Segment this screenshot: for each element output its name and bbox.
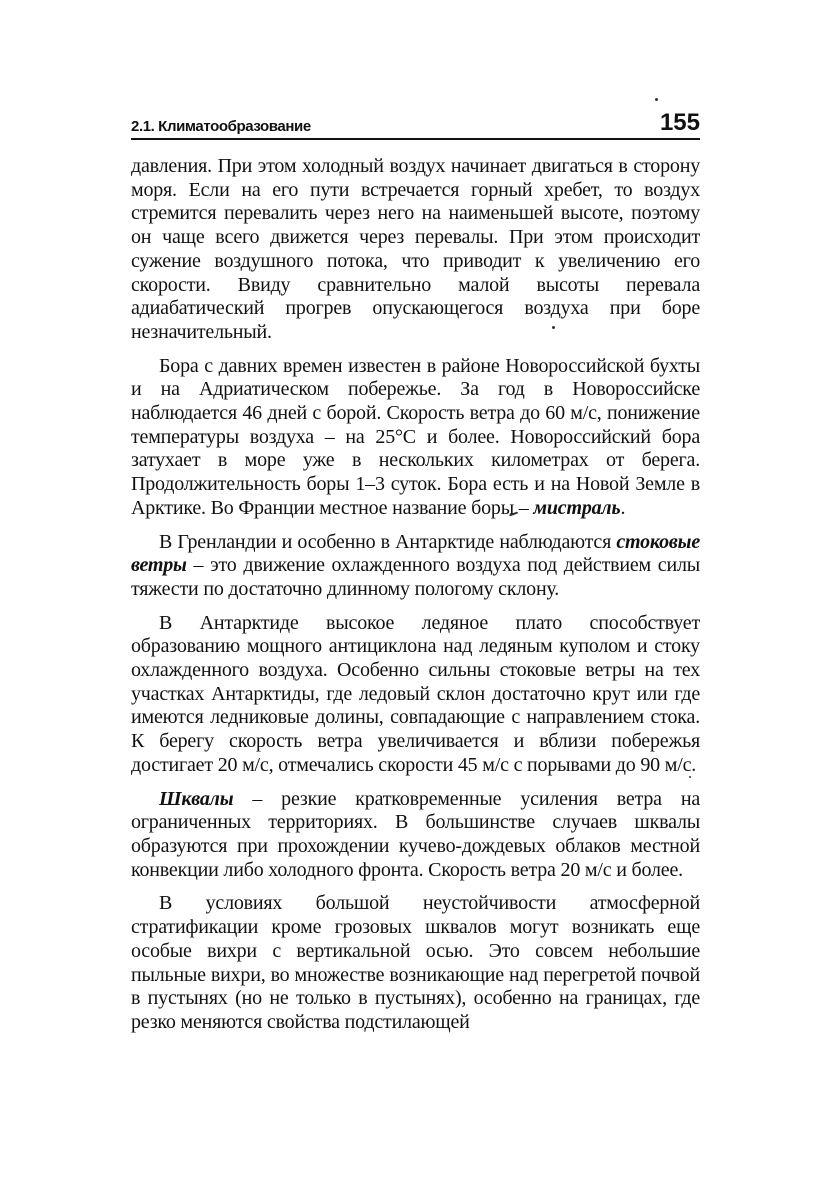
paragraph-text: В Гренландии и особенно в Антарктиде наблюдаются (159, 530, 617, 553)
paragraph-1 (131, 155, 700, 345)
paragraph-text: Бора с давних времен известен в районе Новороссийской бухты и на Адриатическом побережье. За год в Новороссийске наблюдается 46 дней с борой. Скорость ветра до 60 м/с, понижение температуры воздуха – на 25°С и более. Новороссийский бора затухает в море уже в нескольких километрах от берега. Продолжительность боры 1–3 суток. Бора есть и на Новой Земле в Арктике. Во Франции местное название боры – (131, 354, 700, 519)
section-title: 2.1. Климатообразование (131, 118, 311, 135)
paragraph-text-end: – резкие кратковременные усиления ветра на ограниченных территориях. В большинстве случаев шквалы образуются при прохождении кучево-дождевых облаков местной конвекции либо холодного фронта. Скорость ветра 20 м/с и более. (131, 787, 700, 881)
body-text (131, 155, 700, 1045)
paragraph-4 (131, 612, 700, 778)
paragraph-3 (131, 531, 700, 602)
term-katabatic-winds: стоковые ветры (131, 530, 700, 577)
paragraph-text: давления. При этом холодный воздух начинает двигаться в сторону моря. Если на его пути встречается горный хребет, то воздух стремится перевалить через него на наименьшей высоте, поэтому он чаще всего движется через перевалы. При этом происходит сужение воздушного потока, что приводит к увеличению его скорости. Ввиду сравнительно малой высоты перевала адиабатический прогрев опускающегося воздуха при боре незначительный. (131, 155, 700, 343)
paragraph-5 (131, 788, 700, 883)
term-squalls: Шквалы (159, 787, 234, 810)
page-number: 155 (659, 109, 700, 136)
print-speck (655, 98, 658, 101)
paragraph-text: В Антарктиде высокое ледяное плато способствует образованию мощного антициклона над ледяным куполом и стоку охлажденного воздуха. Особенно сильны стоковые ветры на тех участках Антарктиды, где ледовый склон достаточно крут или где имеются ледниковые долины, совпадающие с направлением стока. К берегу скорость ветра увеличивается и вблизи побережья достигает 20 м/с, отмечались скорости 45 м/с с порывами до 90 м/с. (131, 611, 700, 776)
paragraph-text-end: . (620, 496, 626, 519)
paragraph-text-end: – это движение охлажденного воздуха под действием силы тяжести по достаточно длинному пологому склону. (131, 554, 700, 600)
paragraph-text: В условиях большой неустойчивости атмосферной стратификации кроме грозовых шквалов могут возникать еще особые вихри с вертикальной осью. Это совсем небольшие пыльные вихри, во множестве возникающие над перегретой почвой в пустынях (но не только в пустынях), особенно на границах, где резко меняются свойства подстилающей (131, 892, 700, 1033)
paragraph-6 (131, 892, 700, 1034)
term-mistral: мистраль (533, 496, 621, 519)
running-head (131, 106, 700, 140)
paragraph-2 (131, 355, 700, 521)
